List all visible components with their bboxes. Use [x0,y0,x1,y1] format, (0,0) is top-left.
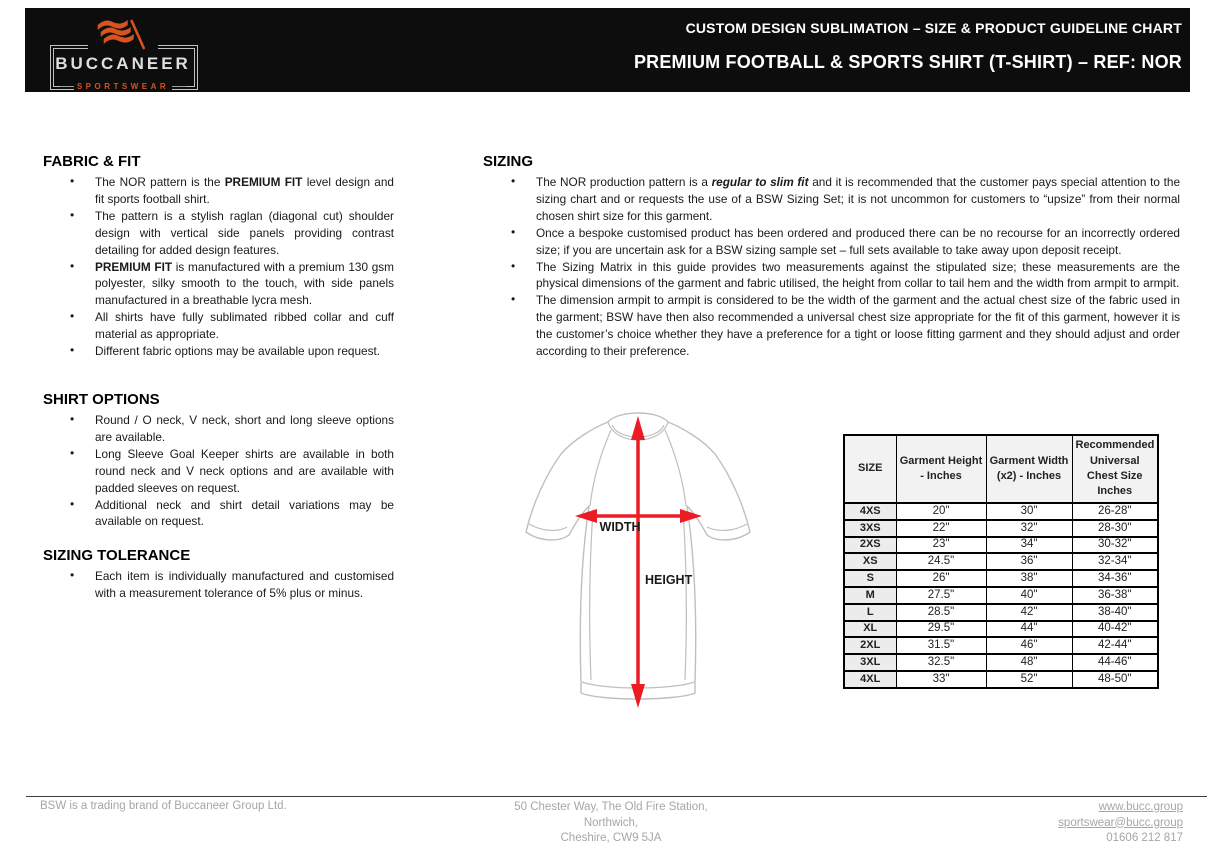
value-cell: 44-46" [1072,654,1158,671]
footer-contact [1058,800,1183,847]
value-cell: 30-32" [1072,537,1158,554]
email-link[interactable]: sportswear@bucc.group [1058,816,1183,829]
table-row [844,621,1158,638]
bullet-marker: • [70,496,75,511]
bullet-marker: • [70,445,75,460]
bullet-marker: • [511,224,516,239]
size-table-header: Recommended Universal Chest Size Inches [1072,435,1158,503]
size-table-header: SIZE [844,435,896,503]
bullet-item: • Different fabric options may be available upon request. [70,343,381,359]
value-cell: 28-30" [1072,520,1158,537]
bullet-marker: • [511,292,516,307]
value-cell: 44" [986,621,1072,638]
bullet-item: • PREMIUM FIT is manufactured with a premium 130 gsm polyester, silky smooth to the touch, with side panels manufactured in a breathable lycra mesh. [70,258,394,308]
size-cell: 4XL [844,671,896,688]
value-cell: 32.5" [896,654,986,671]
bullet-marker: • [70,412,75,426]
size-matrix-table [843,434,1159,689]
value-cell: 46" [986,637,1072,654]
value-cell: 23" [896,537,986,554]
bullet-marker: • [70,309,75,324]
value-cell: 28.5" [896,604,986,621]
bullet-item: • Each item is individually manufactured and customised with a measurement tolerance of 5% plus or minus. [70,568,394,600]
footer-company-note: BSW is a trading brand of Buccaneer Group Ltd. [40,800,287,812]
bullet-item: • Once a bespoke customised product has been ordered and produced there can be no recourse for an incorrectly ordered size; if you are uncertain ask for a BSW sizing sample set – full sets available to take away upon deposit receipt. [511,224,1180,257]
footer-address-line: Cheshire, CW9 5JA [560,832,662,844]
value-cell: 26-28" [1072,503,1158,520]
section-sizing-tolerance [43,546,394,602]
size-cell: 2XS [844,537,896,554]
footer-address-line: 50 Chester Way, The Old Fire Station, [514,801,708,813]
section-heading: SHIRT OPTIONS [43,391,160,408]
table-row [844,654,1158,671]
height-label: HEIGHT [645,573,693,587]
size-cell: M [844,587,896,604]
value-cell: 31.5" [896,637,986,654]
table-row [844,587,1158,604]
bullet-item: • The dimension armpit to armpit is considered to be the width of the garment and the actual chest size of the fabric used in the garment; BSW have then also recommended a universal chest size appropriate for the fit of this garment, however it is the customer’s choice whether they have a preference for a tight or loose fitting garment and they should adjust and order according to their preference. [511,292,1180,359]
width-label: WIDTH [599,520,641,534]
tshirt-measurement-diagram [505,400,805,718]
value-cell: 40" [986,587,1072,604]
sizing-list [483,174,1180,360]
section-fabric-fit [43,152,394,360]
table-row [844,553,1158,570]
logo-sub-label: SPORTSWEAR [74,82,172,91]
size-cell: L [844,604,896,621]
table-row [844,520,1158,537]
size-cell: 2XL [844,637,896,654]
bullet-item: • Round / O neck, V neck, short and long sleeve options are available. [70,412,394,444]
buccaneer-flag-icon [91,15,155,55]
value-cell: 40-42" [1072,621,1158,638]
table-row [844,637,1158,654]
table-row [844,537,1158,554]
header-bar [25,8,1190,92]
bullet-item: • Additional neck and shirt detail variations may be available on request. [70,496,394,529]
size-cell: 3XL [844,654,896,671]
value-cell: 52" [986,671,1072,688]
bullet-marker: • [70,258,75,273]
value-cell: 48" [986,654,1072,671]
sizing-tolerance-list [43,568,394,602]
document-title: CUSTOM DESIGN SUBLIMATION – SIZE & PRODUCT GUIDELINE CHART [685,20,1182,36]
value-cell: 42-44" [1072,637,1158,654]
section-heading: FABRIC & FIT [43,153,141,170]
bullet-item: • The NOR production pattern is a regular to slim fit and it is recommended that the customer pays special attention to the sizing chart and or requests the use of a BSW Sizing Set; it is not uncommon for customers to “upsize” from their normal chosen shirt size for this garment. [511,174,1181,223]
section-sizing [483,152,1180,360]
buccaneer-logo [50,17,198,89]
shirt-options-list [43,412,394,530]
phone-number: 01606 212 817 [1106,832,1183,844]
size-cell: XL [844,621,896,638]
logo-sub-brand [60,82,186,91]
value-cell: 38" [986,570,1072,587]
table-row [844,671,1158,688]
value-cell: 34-36" [1072,570,1158,587]
footer-divider [26,796,1207,797]
value-cell: 42" [986,604,1072,621]
table-row [844,503,1158,520]
table-row [844,570,1158,587]
size-cell: XS [844,553,896,570]
bullet-item: • The NOR pattern is the PREMIUM FIT level design and fit sports football shirt. [70,174,394,206]
section-shirt-options [43,390,394,530]
bullet-item: • The pattern is a stylish raglan (diagonal cut) shoulder design with vertical side panels providing contrast detailing for added design features. [70,207,394,257]
value-cell: 26" [896,570,986,587]
size-cell: 3XS [844,520,896,537]
value-cell: 36" [986,553,1072,570]
bullet-marker: • [70,343,75,358]
value-cell: 29.5" [896,621,986,638]
section-heading: SIZING [483,153,534,170]
bullet-item: • Long Sleeve Goal Keeper shirts are available in both round neck and V neck options and are available with padded sleeves on request. [70,445,394,495]
logo-brand-name: BUCCANEER [55,54,191,73]
value-cell: 34" [986,537,1072,554]
value-cell: 48-50" [1072,671,1158,688]
value-cell: 20" [896,503,986,520]
value-cell: 32-34" [1072,553,1158,570]
value-cell: 33" [896,671,986,688]
fabric-fit-list [43,174,394,360]
table-row [844,604,1158,621]
value-cell: 30" [986,503,1072,520]
footer-address-line: Northwich, [583,816,639,829]
bullet-marker: • [70,568,75,582]
value-cell: 22" [896,520,986,537]
footer-address [380,800,842,847]
website-link[interactable]: www.bucc.group [1098,801,1183,813]
value-cell: 32" [986,520,1072,537]
size-cell: S [844,570,896,587]
bullet-marker: • [511,258,516,273]
size-cell: 4XS [844,503,896,520]
size-table-header: Garment Height - Inches [896,435,986,503]
product-title: PREMIUM FOOTBALL & SPORTS SHIRT (T-SHIRT) – REF: NOR [633,52,1182,72]
bullet-item: • The Sizing Matrix in this guide provides two measurements against the stipulated size; these measurements are the physical dimensions of the garment and fabric utilised, the height from collar to tail hem and the width from armpit to armpit. [511,258,1180,291]
value-cell: 27.5" [896,587,986,604]
bullet-marker: • [511,174,516,188]
size-table-header: Garment Width (x2) - Inches [986,435,1072,503]
bullet-item: • All shirts have fully sublimated ribbed collar and cuff material as appropriate. [70,309,394,342]
section-heading: SIZING TOLERANCE [43,547,191,564]
value-cell: 24.5" [896,553,986,570]
value-cell: 38-40" [1072,604,1158,621]
value-cell: 36-38" [1072,587,1158,604]
bullet-marker: • [70,174,75,188]
bullet-marker: • [70,207,75,222]
